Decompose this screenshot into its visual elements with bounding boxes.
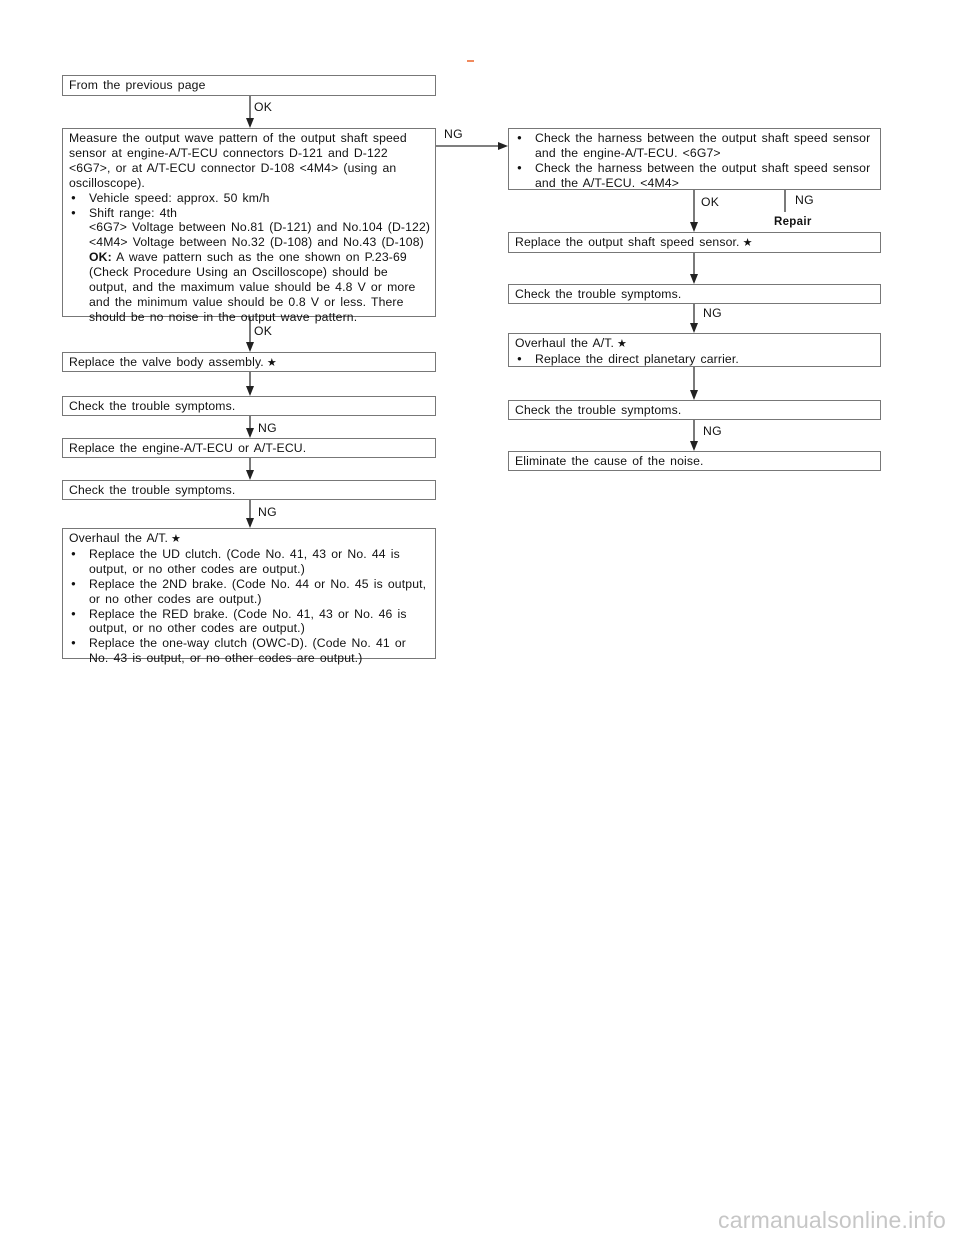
replace-ecu-box <box>62 438 436 458</box>
red-brake-bullet: ● Replace the RED brake. (Code No. 41, 43 or No. 46 is <box>69 607 429 622</box>
ng-label: NG <box>258 421 277 435</box>
ng-label: NG <box>703 424 722 438</box>
check-trouble-symptoms-box <box>62 480 436 500</box>
ok-label: OK <box>254 324 273 338</box>
arrow-head <box>246 470 254 480</box>
ng-label: NG <box>795 193 814 207</box>
ok-criteria-text: A wave pattern such as the one shown on P.23-69 <box>116 250 407 265</box>
arrow-head <box>246 342 254 352</box>
star-icon: ★ <box>742 237 753 249</box>
ok-criteria-line: (Check Procedure Using an Oscilloscope) should be <box>89 265 388 280</box>
overhaul-title-text: Overhaul the A/T. <box>515 336 615 350</box>
arrow-head <box>690 441 698 451</box>
arrow-head <box>690 274 698 284</box>
check-trouble-symptoms-text: Check the trouble symptoms. <box>515 403 682 417</box>
star-icon: ★ <box>266 357 277 369</box>
arrow-head <box>246 428 254 438</box>
overhaul-title <box>69 531 429 547</box>
ng-branch-label: NG <box>444 127 463 141</box>
arrow-head <box>498 142 508 150</box>
planetary-carrier-bullet: ● Replace the direct planetary carrier. <box>515 352 874 367</box>
measure-line: sensor at engine-A/T-ECU connectors D-121 and D-122 <box>69 145 388 160</box>
red-brake-bullet-cont: output, or no other codes are output.) <box>89 621 305 636</box>
eliminate-noise-text: Eliminate the cause of the noise. <box>515 454 704 468</box>
arrow-head <box>690 222 698 232</box>
ok-label: OK <box>254 100 273 114</box>
check-trouble-symptoms-box <box>62 396 436 416</box>
harness-bullet-4m4-cont: and the A/T-ECU. <4M4> <box>535 175 679 190</box>
measure-wave-pattern-box <box>62 128 436 324</box>
measure-line: Measure the output wave pattern of the output shaft speed <box>69 131 407 145</box>
2nd-brake-bullet: ● Replace the 2ND brake. (Code No. 44 or No. 45 is output, <box>69 577 429 592</box>
harness-bullet-6g7: ● Check the harness between the output shaft speed sensor <box>515 131 874 146</box>
overhaul-title <box>515 336 874 352</box>
ud-clutch-bullet-cont: output, or no other codes are output.) <box>89 561 305 576</box>
ok-criteria-line <box>69 250 429 265</box>
harness-bullet-4m4: ● Check the harness between the output shaft speed sensor <box>515 161 874 176</box>
ok-criteria-line: and the minimum value should be 0.8 V or less. There <box>89 294 404 309</box>
watermark: carmanualsonline.info <box>718 1207 946 1233</box>
ok-criteria-line: should be no noise in the output wave pattern. <box>89 309 358 324</box>
check-harness-box <box>508 128 881 190</box>
check-trouble-symptoms-box <box>508 284 881 304</box>
one-way-clutch-bullet-cont: No. 43 is output, or no other codes are output.) <box>89 651 363 666</box>
check-trouble-symptoms-text: Check the trouble symptoms. <box>515 287 682 301</box>
ng-label: NG <box>703 306 722 320</box>
ok-label: OK <box>701 195 720 209</box>
2nd-brake-bullet-cont: or no other codes are output.) <box>89 591 262 606</box>
ng-label: NG <box>258 505 277 519</box>
replace-valve-body-text: Replace the valve body assembly. <box>69 355 264 369</box>
arrow-head <box>246 518 254 528</box>
ok-criteria-line: output, and the maximum value should be 4.8 V or more <box>89 280 416 295</box>
from-previous-page-box <box>62 75 436 96</box>
replace-valve-body-box <box>62 352 436 372</box>
arrow-head <box>246 386 254 396</box>
check-trouble-symptoms-box <box>508 400 881 420</box>
measure-line: <6G7>, or at A/T-ECU connector D-108 <4M4> (using an <box>69 160 397 175</box>
from-previous-page-text: From the previous page <box>69 78 206 92</box>
ok-criteria-label: OK: <box>89 250 112 265</box>
check-trouble-symptoms-text: Check the trouble symptoms. <box>69 399 236 413</box>
voltage-6g7-line: <6G7> Voltage between No.81 (D-121) and No.104 (D-122) <box>89 220 431 235</box>
replace-sensor-box <box>508 232 881 253</box>
harness-bullet-6g7-cont: and the engine-A/T-ECU. <6G7> <box>535 145 721 160</box>
ud-clutch-bullet: ● Replace the UD clutch. (Code No. 41, 43 or No. 44 is <box>69 547 429 562</box>
voltage-4m4-line: <4M4> Voltage between No.32 (D-108) and No.43 (D-108) <box>89 235 424 250</box>
measure-line: oscilloscope). <box>69 175 145 190</box>
arrow-head <box>690 390 698 400</box>
overhaul-at-box <box>508 333 881 367</box>
replace-ecu-text: Replace the engine-A/T-ECU or A/T-ECU. <box>69 441 307 455</box>
star-icon: ★ <box>617 338 628 350</box>
one-way-clutch-bullet: ● Replace the one-way clutch (OWC-D). (Code No. 41 or <box>69 636 429 651</box>
star-icon: ★ <box>171 533 182 545</box>
shift-range-bullet: ● Shift range: 4th <box>69 206 429 221</box>
replace-sensor-text: Replace the output shaft speed sensor. <box>515 235 740 249</box>
check-trouble-symptoms-text: Check the trouble symptoms. <box>69 483 236 497</box>
eliminate-noise-box <box>508 451 881 471</box>
overhaul-at-box <box>62 528 436 666</box>
overhaul-title-text: Overhaul the A/T. <box>69 531 169 545</box>
arrow-head <box>690 323 698 333</box>
vehicle-speed-bullet: ● Vehicle speed: approx. 50 km/h <box>69 191 429 206</box>
arrow-head <box>246 118 254 128</box>
repair-label: Repair <box>774 216 812 228</box>
